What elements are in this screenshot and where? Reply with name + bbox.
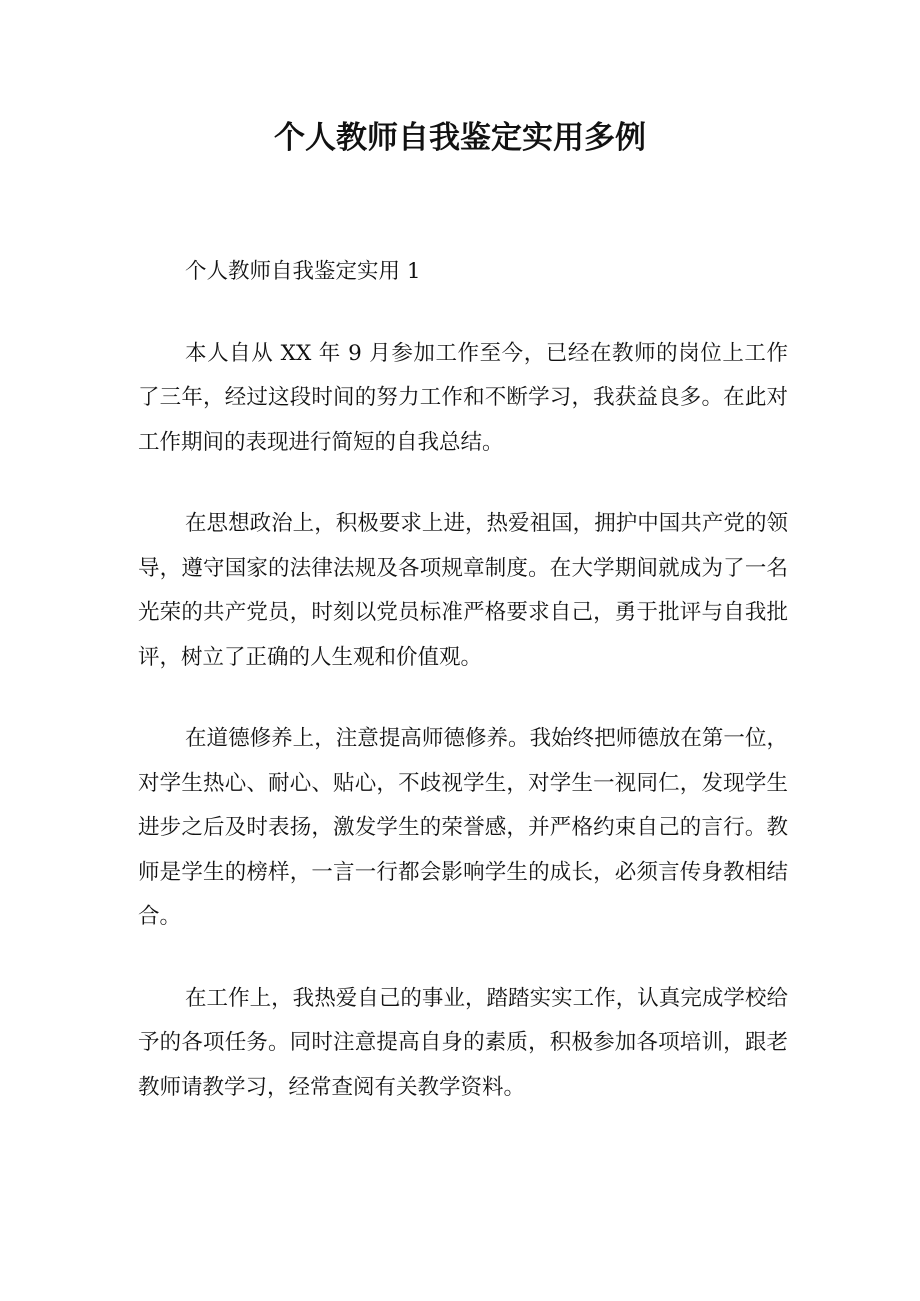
document-title: 个人教师自我鉴定实用多例 xyxy=(274,120,646,156)
paragraph-morality: 在道德修养上，注意提高师德修养。我始终把师德放在第一位，对学生热心、耐心、贴心，不歧视学生，对学生一视同仁，发现学生进步之后及时表扬，激发学生的荣誉感，并严格约束自己的言行。教师是学生的榜样，一言一行都会影响学生的成长，必须言传身教相结合。 xyxy=(138,726,788,929)
section-heading: 个人教师自我鉴定实用 1 xyxy=(185,259,421,284)
paragraph-work: 在工作上，我热爱自己的事业，踏踏实实工作，认真完成学校给予的各项任务。同时注意提高自身的素质，积极参加各项培训，跟老教师请教学习，经常查阅有关教学资料。 xyxy=(138,985,788,1100)
paragraph-politics: 在思想政治上，积极要求上进，热爱祖国，拥护中国共产党的领导，遵守国家的法律法规及各项规章制度。在大学期间就成为了一名光荣的共产党员，时刻以党员标准严格要求自己，勇于批评与自我批评，树立了正确的人生观和价值观。 xyxy=(138,511,788,670)
document-body xyxy=(138,250,788,1147)
paragraph-intro: 本人自从 XX 年 9 月参加工作至今，已经在教师的岗位上工作了三年，经过这段时间的努力工作和不断学习，我获益良多。在此对工作期间的表现进行简短的自我总结。 xyxy=(138,340,788,455)
